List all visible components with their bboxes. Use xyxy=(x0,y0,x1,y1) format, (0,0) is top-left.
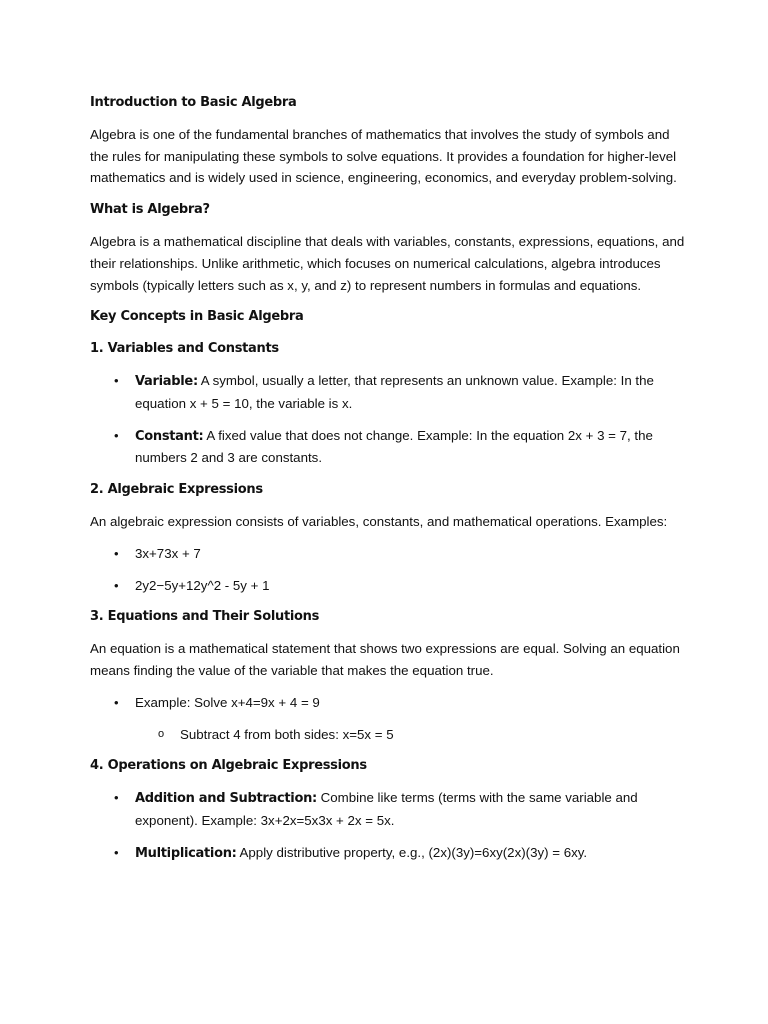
list-item-expression-1 xyxy=(90,543,690,565)
section-2-heading: 2. Algebraic Expressions xyxy=(90,482,263,498)
section-1-list xyxy=(90,370,690,469)
bullet-icon: • xyxy=(114,372,119,388)
section-2-list xyxy=(90,543,690,597)
key-concepts-heading: Key Concepts in Basic Algebra xyxy=(90,309,304,325)
bullet-icon: • xyxy=(114,790,119,806)
term-constant: Constant: xyxy=(135,428,204,444)
bullet-icon: • xyxy=(114,694,119,710)
bullet-icon: • xyxy=(114,545,119,561)
section-4-list xyxy=(90,787,690,864)
document-title: Introduction to Basic Algebra xyxy=(90,95,297,110)
bullet-icon: • xyxy=(114,427,119,443)
sub-step-text: Subtract 4 from both sides: x=5x = 5 xyxy=(180,726,394,742)
section-3-heading: 3. Equations and Their Solutions xyxy=(90,609,320,625)
section-3-paragraph: An equation is a mathematical statement that shows two expressions are equal. Solving an equation means finding the value of the variable that makes the equation true. xyxy=(90,641,680,678)
list-item-addition xyxy=(90,787,690,832)
list-item-constant xyxy=(90,425,690,470)
section-4-heading: 4. Operations on Algebraic Expressions xyxy=(90,758,367,774)
what-is-algebra-heading: What is Algebra? xyxy=(90,202,210,218)
what-is-algebra-paragraph: Algebra is a mathematical discipline that deals with variables, constants, expressions, equations, and their relationships. Unlike arithmetic, which focuses on numerical calculations, algebra introduces symbols (typically letters such as x, y, and z) to represent numbers in formulas and equations. xyxy=(90,233,685,293)
definition-multiplication: Apply distributive property, e.g., (2x)(3y)=6xy(2x)(3y) = 6xy. xyxy=(236,844,588,860)
expression-2: 2y2−5y+12y^2 - 5y + 1 xyxy=(135,577,270,593)
bullet-icon: • xyxy=(114,577,119,593)
definition-constant: A fixed value that does not change. Example: In the equation 2x + 3 = 7, the numbers 2 and 3 are constants. xyxy=(135,427,653,466)
section-1-heading: 1. Variables and Constants xyxy=(90,341,279,357)
example-text: Example: Solve x+4=9x + 4 = 9 xyxy=(135,694,320,710)
term-addition: Addition and Subtraction: xyxy=(135,791,317,807)
list-item-example xyxy=(90,692,690,714)
list-item-variable xyxy=(90,370,690,415)
intro-paragraph: Algebra is one of the fundamental branches of mathematics that involves the study of symbols and the rules for manipulating these symbols to solve equations. It provides a foundation for higher-level mathematics and is widely used in science, engineering, economics, and everyday problem-solving. xyxy=(90,126,677,186)
term-multiplication: Multiplication: xyxy=(135,845,237,861)
bullet-icon: • xyxy=(114,844,119,860)
section-2-paragraph: An algebraic expression consists of variables, constants, and mathematical operations. Examples: xyxy=(90,513,668,529)
list-item-expression-2 xyxy=(90,575,690,597)
term-variable: Variable: xyxy=(135,373,198,389)
expression-1: 3x+73x + 7 xyxy=(135,545,201,561)
definition-addition: Combine like terms (terms with the same variable and exponent). Example: 3x+2x=5x3x + 2x = 5x. xyxy=(135,790,638,828)
definition-variable: A symbol, usually a letter, that represents an unknown value. Example: In the equation x + 5 = 10, the variable is x. xyxy=(135,372,654,411)
list-item-sub-step xyxy=(90,724,690,746)
list-item-multiplication xyxy=(90,842,690,865)
sub-bullet-icon: o xyxy=(158,727,165,740)
section-3-list xyxy=(90,692,690,746)
document-page xyxy=(90,92,690,875)
